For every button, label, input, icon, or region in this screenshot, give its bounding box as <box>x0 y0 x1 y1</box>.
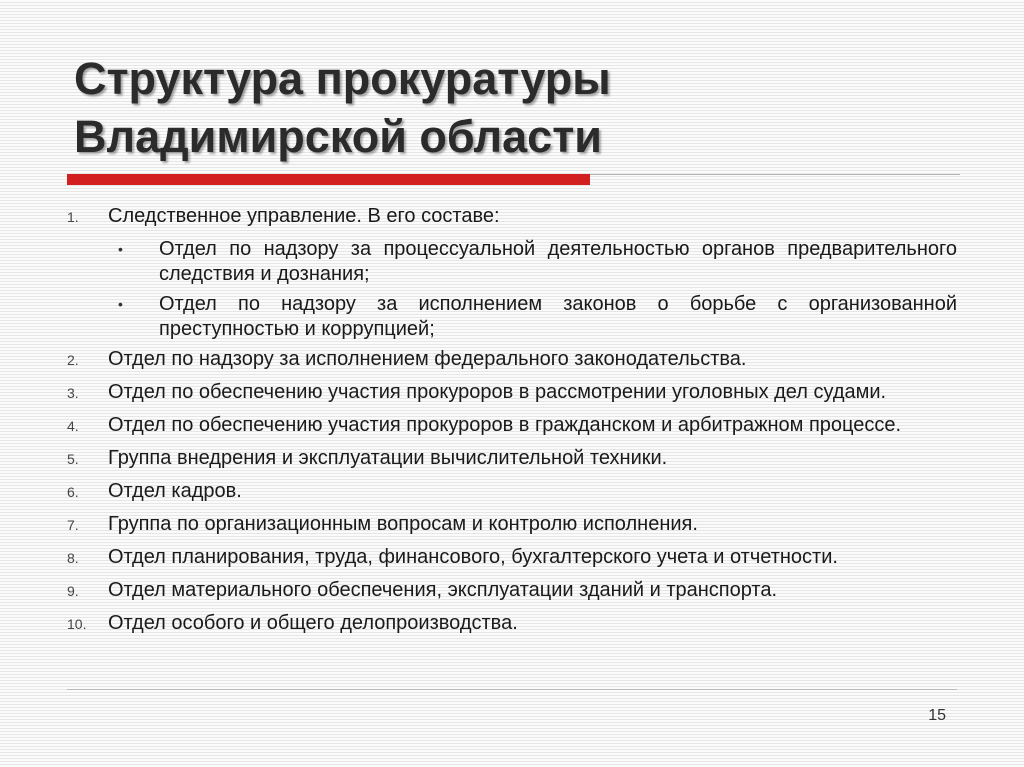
list-item <box>67 446 957 472</box>
list-item-number: 1. <box>67 209 79 225</box>
slide-title-line-1: Структура прокуратуры <box>74 53 611 104</box>
slide-title-line-2: Владимирской области <box>74 111 602 162</box>
list-item-text: Отдел кадров. <box>108 480 242 502</box>
sub-list-item-text: Отдел по надзору за исполнением законов о борьбе с организованной преступностью и коррупцией; <box>159 293 957 340</box>
list-item-number: 4. <box>67 418 79 434</box>
list-item-number: 3. <box>67 385 79 401</box>
sub-list-item <box>67 292 957 342</box>
list-item-number: 10. <box>67 616 87 632</box>
list-item <box>67 611 957 637</box>
list-item <box>67 578 957 604</box>
list-item <box>67 347 957 373</box>
list-item-number: 6. <box>67 484 79 500</box>
list-item <box>67 380 957 406</box>
list-item-text: Отдел планирования, труда, финансового, бухгалтерского учета и отчетности. <box>108 546 838 568</box>
list-item <box>67 479 957 505</box>
title-divider-line <box>590 174 960 175</box>
bullet-icon: • <box>118 241 123 257</box>
list-item-number: 8. <box>67 550 79 566</box>
list-item-number: 7. <box>67 517 79 533</box>
slide-title <box>74 50 954 166</box>
list-item-text: Группа внедрения и эксплуатации вычислительной техники. <box>108 447 668 469</box>
bullet-icon: • <box>118 296 123 312</box>
list-item-text: Отдел по обеспечению участия прокуроров в рассмотрении уголовных дел судами. <box>108 381 887 403</box>
list-item <box>67 204 957 230</box>
list-item-text: Следственное управление. В его составе: <box>108 205 500 227</box>
numbered-list <box>67 204 957 644</box>
list-item <box>67 512 957 538</box>
list-item-text: Отдел по обеспечению участия прокуроров в гражданском и арбитражном процессе. <box>108 414 902 436</box>
page-number: 15 <box>928 707 946 724</box>
list-item-number: 5. <box>67 451 79 467</box>
list-item-text: Группа по организационным вопросам и контролю исполнения. <box>108 513 698 535</box>
list-item-number: 2. <box>67 352 79 368</box>
sub-list-item <box>67 237 957 287</box>
list-item <box>67 413 957 439</box>
title-accent-bar <box>67 174 590 185</box>
list-item-text: Отдел по надзору за исполнением федерального законодательства. <box>108 348 747 370</box>
list-item <box>67 545 957 571</box>
list-item-number: 9. <box>67 583 79 599</box>
list-item-text: Отдел особого и общего делопроизводства. <box>108 612 518 634</box>
list-item-text: Отдел материального обеспечения, эксплуатации зданий и транспорта. <box>108 579 778 601</box>
sub-list-item-text: Отдел по надзору за процессуальной деятельностью органов предварительного следствия и дознания; <box>159 238 957 285</box>
footer-divider-line <box>67 689 957 690</box>
